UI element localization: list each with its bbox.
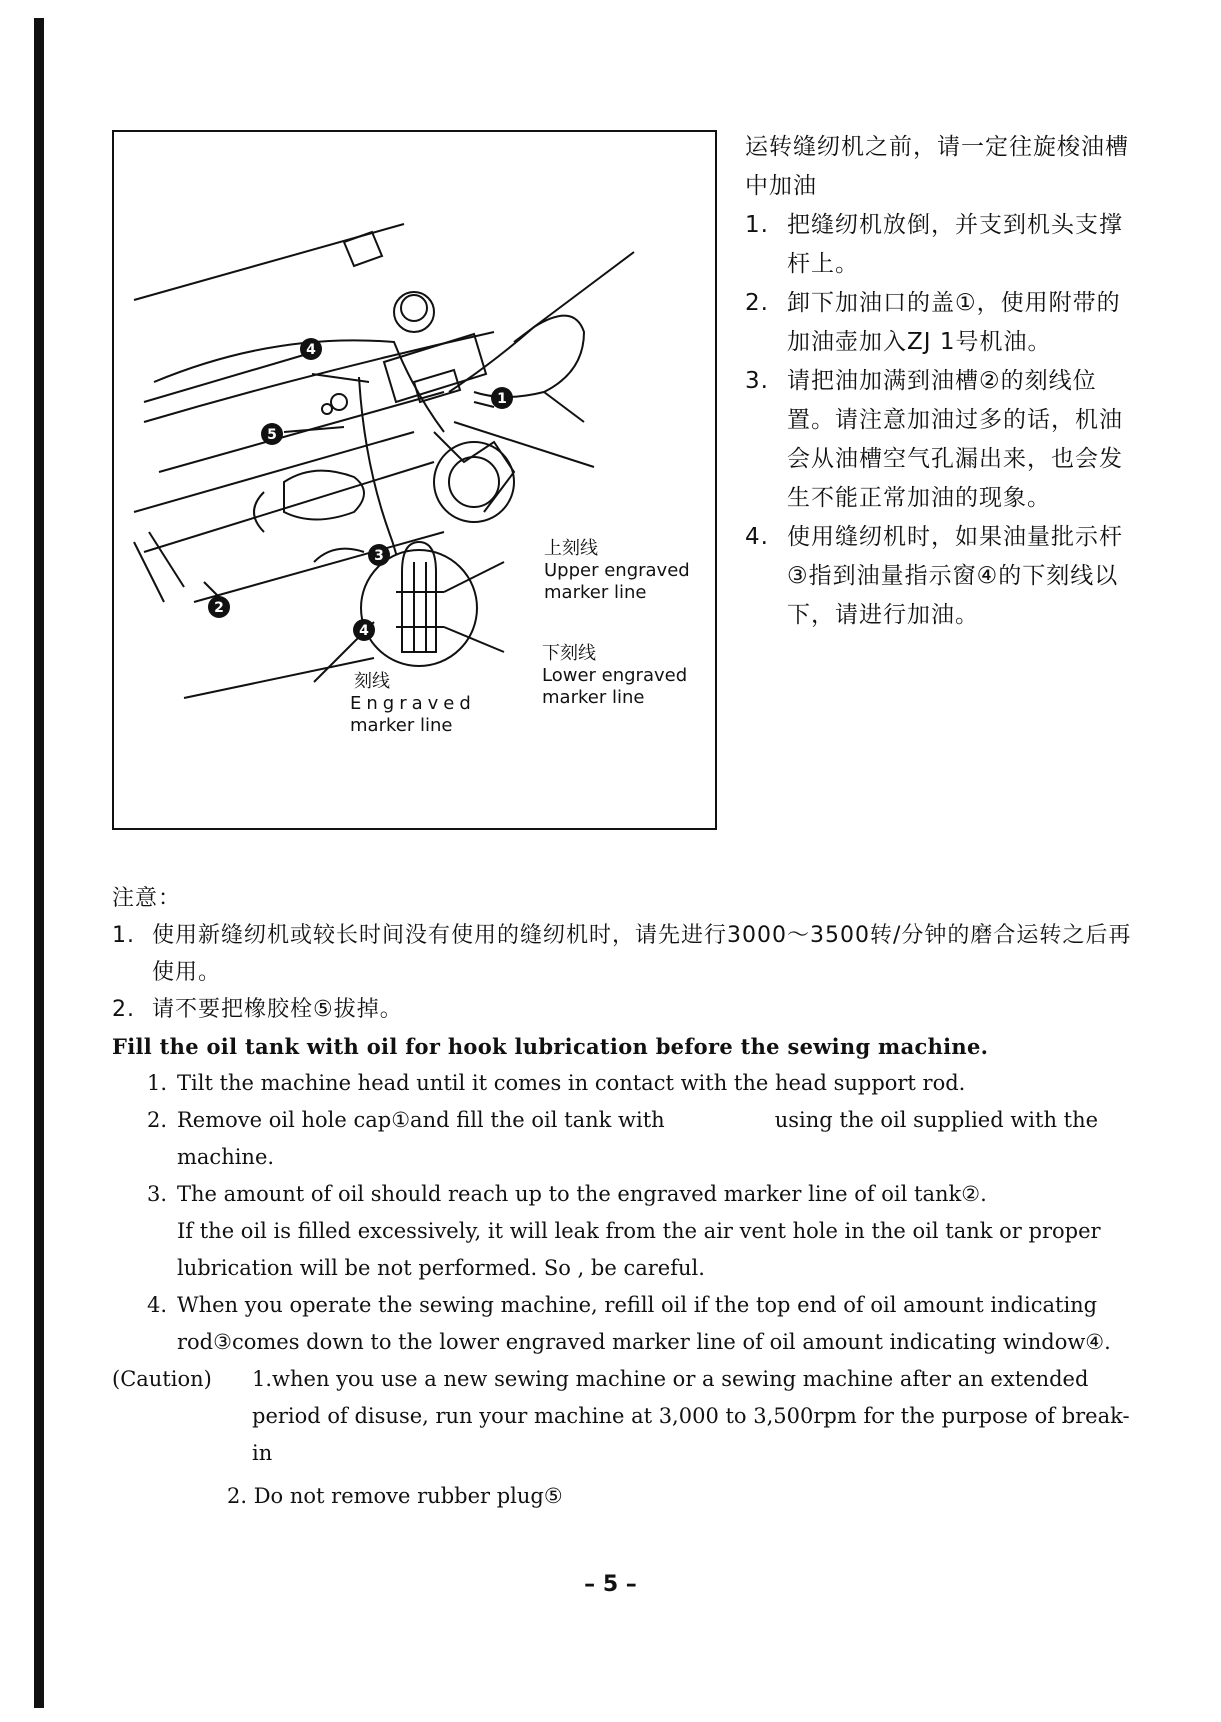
chinese-step: [745, 206, 1135, 284]
marker-4: 4: [306, 342, 316, 358]
step-text: Tilt the machine head until it comes in contact with the head support rod.: [177, 1071, 966, 1095]
step-number: 1.: [147, 1071, 168, 1095]
step-number: 3.: [147, 1182, 168, 1206]
step-text: When you operate the sewing machine, refill oil if the top end of oil amount indicating rod③comes down to the lower engraved marker line of oil amount indicating window④.: [177, 1293, 1111, 1354]
caution-label: (Caution): [112, 1367, 212, 1391]
step-text-part-b: using the oil supplied with the machine.: [177, 1108, 1099, 1169]
step-text-block: [177, 1176, 1132, 1287]
binding-edge: [34, 18, 44, 1708]
chinese-note: [112, 917, 1132, 991]
marker-4-detail: 4: [359, 623, 369, 639]
notes-title: 注意：: [112, 886, 182, 911]
chinese-step: [745, 518, 1135, 635]
chinese-intro: 运转缝纫机之前，请一定往旋梭油槽中加油: [745, 134, 1129, 199]
note-number: 1.: [112, 923, 135, 948]
english-heading: Fill the oil tank with oil for hook lubrication before the sewing machine.: [112, 1034, 989, 1059]
step-text-part-a: Remove oil hole cap①and fill the oil tank with: [177, 1108, 665, 1132]
english-step: [112, 1287, 1132, 1361]
english-step: [112, 1102, 1132, 1176]
step-number: 4.: [745, 524, 769, 550]
engraved-label-cn: 刻线: [354, 671, 390, 692]
step-number: 2.: [745, 290, 769, 316]
step-text: 请把油加满到油槽②的刻线位置。请注意加油过多的话，机油会从油槽空气孔漏出来，也会发生不能正常加油的现象。: [787, 368, 1123, 511]
caution-text: [227, 1361, 1132, 1515]
page-number: – 5 –: [584, 1572, 637, 1597]
chinese-step: [745, 362, 1135, 518]
chinese-instructions: [745, 128, 1135, 635]
english-step: [112, 1176, 1132, 1287]
upper-label-en-2: marker line: [544, 582, 647, 603]
step-number: 4.: [147, 1293, 168, 1317]
note-text: 使用新缝纫机或较长时间没有使用的缝纫机时，请先进行3000～3500转/分钟的磨合运转之后再使用。: [152, 923, 1132, 985]
upper-label-cn: 上刻线: [544, 538, 598, 559]
lower-label-cn: 下刻线: [542, 643, 596, 664]
lower-label-en-2: marker line: [542, 687, 645, 708]
lower-label-en-1: Lower engraved: [542, 665, 688, 686]
magnified-window-detail: [361, 550, 477, 666]
note-number: 2.: [112, 997, 135, 1022]
chinese-step: [745, 284, 1135, 362]
engraved-label-en-2: marker line: [350, 715, 453, 736]
marker-3: 3: [374, 548, 384, 564]
step-text: [177, 1102, 1132, 1176]
caution-item: 2. Do not remove rubber plug⑤: [227, 1484, 563, 1508]
step-text: The amount of oil should reach up to the engraved marker line of oil tank②.: [177, 1182, 987, 1206]
caution-item: 1.when you use a new sewing machine or a sewing machine after an extended period of disuse, run your machine at 3,000 to 3,500rpm for the purpose of break-in: [252, 1367, 1130, 1465]
english-instructions: [112, 1028, 1132, 1515]
chinese-notes: [112, 880, 1132, 1028]
step-text: 卸下加油口的盖①，使用附带的加油壶加入ZJ 1号机油。: [787, 290, 1121, 355]
marker-2: 2: [214, 600, 224, 616]
step-text-continued: If the oil is filled excessively, it will leak from the air vent hole in the oil tank or proper lubrication will be not performed. So , be careful.: [177, 1219, 1101, 1280]
chinese-note: [112, 991, 1132, 1028]
english-step: [112, 1065, 1132, 1102]
step-text: 把缝纫机放倒，并支到机头支撑杆上。: [787, 212, 1123, 277]
step-number: 1.: [745, 212, 769, 238]
note-text: 请不要把橡胶栓⑤拔掉。: [152, 997, 403, 1022]
caution-block: [112, 1361, 1132, 1515]
step-number: 3.: [745, 368, 769, 394]
step-number: 2.: [147, 1108, 168, 1132]
marker-1: 1: [497, 391, 507, 407]
upper-label-en-1: Upper engraved: [544, 560, 690, 581]
oil-tank-figure: [112, 130, 717, 830]
marker-5: 5: [267, 427, 277, 443]
step-text: 使用缝纫机时，如果油量批示杆③指到油量指示窗④的下刻线以下，请进行加油。: [787, 524, 1123, 628]
engraved-label-en-1: Engraved: [350, 693, 476, 714]
